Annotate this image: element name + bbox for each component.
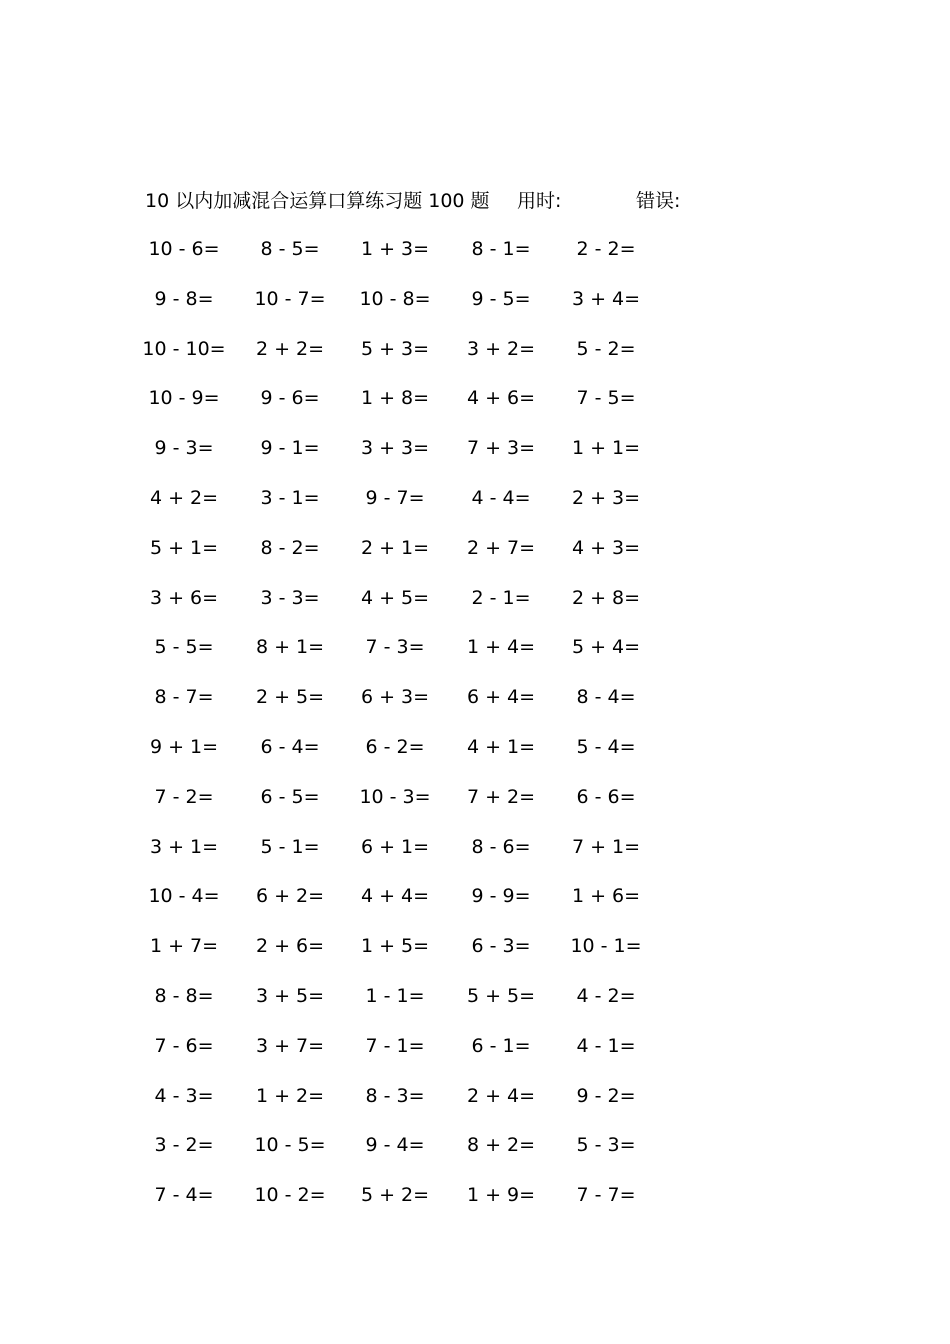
problem-row: [0, 983, 950, 1033]
problem-grid: [0, 236, 950, 1232]
math-problem: 8 - 2=: [260, 536, 320, 559]
math-problem: 6 - 1=: [471, 1034, 531, 1057]
math-problem: 2 + 8=: [571, 586, 641, 609]
math-problem: 9 - 5=: [471, 287, 531, 310]
math-problem: 8 - 1=: [471, 238, 531, 260]
problem-row: [0, 634, 950, 684]
math-problem: 6 + 4=: [466, 686, 536, 709]
problem-row: [0, 1182, 950, 1232]
math-problem: 4 + 3=: [571, 536, 641, 559]
math-problem: 2 - 2=: [576, 238, 636, 260]
math-problem: 9 - 3=: [154, 437, 214, 460]
math-problem: 8 - 7=: [154, 686, 214, 709]
problem-row: [0, 336, 950, 386]
math-problem: 9 - 9=: [471, 885, 531, 908]
worksheet-title: 10 以内加减混合运算口算练习题 100 题: [145, 190, 490, 212]
math-problem: 10 - 7=: [254, 287, 326, 310]
error-count-label: 错误:: [636, 190, 681, 212]
math-problem: 3 + 4=: [571, 287, 641, 310]
math-problem: 5 + 5=: [466, 984, 536, 1007]
math-problem: 1 + 3=: [360, 238, 430, 260]
math-problem: 7 - 5=: [576, 387, 636, 410]
math-problem: 10 - 8=: [359, 287, 431, 310]
math-problem: 5 - 2=: [576, 337, 636, 360]
math-problem: 4 - 4=: [471, 486, 531, 509]
math-problem: 1 + 4=: [466, 636, 536, 659]
math-problem: 4 + 4=: [360, 885, 430, 908]
math-problem: 8 - 3=: [365, 1084, 425, 1107]
math-problem: 9 - 4=: [365, 1134, 425, 1157]
math-problem: 4 + 1=: [466, 735, 536, 758]
math-problem: 3 - 2=: [154, 1134, 214, 1157]
math-problem: 3 - 1=: [260, 486, 320, 509]
math-problem: 10 - 3=: [359, 785, 431, 808]
problem-row: [0, 1033, 950, 1083]
math-problem: 7 + 3=: [466, 437, 536, 460]
problem-row: [0, 435, 950, 485]
math-problem: 10 - 5=: [254, 1134, 326, 1157]
problem-row: [0, 734, 950, 784]
math-problem: 3 + 2=: [466, 337, 536, 360]
math-problem: 1 + 2=: [255, 1084, 325, 1107]
math-problem: 8 - 8=: [154, 984, 214, 1007]
math-problem: 2 + 7=: [466, 536, 536, 559]
problem-row: [0, 385, 950, 435]
math-problem: 4 + 2=: [149, 486, 219, 509]
math-problem: 8 + 1=: [255, 636, 325, 659]
math-problem: 10 - 9=: [148, 387, 220, 410]
math-problem: 9 - 1=: [260, 437, 320, 460]
math-problem: 9 - 7=: [365, 486, 425, 509]
math-problem: 5 + 3=: [360, 337, 430, 360]
math-problem: 7 - 1=: [365, 1034, 425, 1057]
problem-row: [0, 535, 950, 585]
math-problem: 9 - 8=: [154, 287, 214, 310]
math-problem: 5 + 2=: [360, 1184, 430, 1207]
math-problem: 5 + 4=: [571, 636, 641, 659]
math-problem: 5 - 5=: [154, 636, 214, 659]
math-problem: 7 - 4=: [154, 1184, 214, 1207]
math-problem: 3 + 5=: [255, 984, 325, 1007]
math-problem: 1 + 9=: [466, 1184, 536, 1207]
math-problem: 10 - 1=: [570, 935, 642, 958]
problem-row: [0, 684, 950, 734]
math-problem: 9 - 6=: [260, 387, 320, 410]
problem-row: [0, 1083, 950, 1133]
math-problem: 2 + 4=: [466, 1084, 536, 1107]
problem-row: [0, 485, 950, 535]
problem-row: [0, 834, 950, 884]
time-used-label: 用时:: [517, 190, 562, 212]
math-problem: 10 - 4=: [148, 885, 220, 908]
math-problem: 10 - 10=: [142, 337, 226, 360]
math-problem: 1 + 1=: [571, 437, 641, 460]
math-problem: 1 + 7=: [149, 935, 219, 958]
math-problem: 3 + 1=: [149, 835, 219, 858]
math-problem: 9 + 1=: [149, 735, 219, 758]
math-problem: 2 + 5=: [255, 686, 325, 709]
math-problem: 3 + 6=: [149, 586, 219, 609]
math-problem: 4 + 6=: [466, 387, 536, 410]
math-problem: 2 + 1=: [360, 536, 430, 559]
math-problem: 4 - 1=: [576, 1034, 636, 1057]
math-problem: 7 + 2=: [466, 785, 536, 808]
math-problem: 5 - 4=: [576, 735, 636, 758]
problem-row: [0, 236, 950, 286]
math-problem: 10 - 6=: [148, 238, 220, 260]
problem-row: [0, 883, 950, 933]
math-problem: 6 + 3=: [360, 686, 430, 709]
problem-row: [0, 286, 950, 336]
math-problem: 1 + 8=: [360, 387, 430, 410]
math-problem: 7 - 2=: [154, 785, 214, 808]
math-problem: 2 - 1=: [471, 586, 531, 609]
math-problem: 8 - 4=: [576, 686, 636, 709]
math-problem: 6 - 6=: [576, 785, 636, 808]
math-problem: 1 - 1=: [365, 984, 425, 1007]
math-problem: 1 + 6=: [571, 885, 641, 908]
math-problem: 6 + 1=: [360, 835, 430, 858]
math-problem: 8 - 5=: [260, 238, 320, 260]
math-problem: 3 - 3=: [260, 586, 320, 609]
math-problem: 6 - 4=: [260, 735, 320, 758]
math-problem: 5 - 1=: [260, 835, 320, 858]
math-problem: 6 - 2=: [365, 735, 425, 758]
math-problem: 7 - 7=: [576, 1184, 636, 1207]
math-problem: 5 + 1=: [149, 536, 219, 559]
math-problem: 4 + 5=: [360, 586, 430, 609]
math-problem: 7 - 6=: [154, 1034, 214, 1057]
math-problem: 8 + 2=: [466, 1134, 536, 1157]
math-problem: 6 - 5=: [260, 785, 320, 808]
problem-row: [0, 933, 950, 983]
math-problem: 10 - 2=: [254, 1184, 326, 1207]
math-problem: 7 + 1=: [571, 835, 641, 858]
math-problem: 6 + 2=: [255, 885, 325, 908]
math-problem: 8 - 6=: [471, 835, 531, 858]
math-problem: 4 - 2=: [576, 984, 636, 1007]
math-problem: 2 + 3=: [571, 486, 641, 509]
problem-row: [0, 1132, 950, 1182]
math-problem: 7 - 3=: [365, 636, 425, 659]
problem-row: [0, 784, 950, 834]
math-problem: 1 + 5=: [360, 935, 430, 958]
math-problem: 4 - 3=: [154, 1084, 214, 1107]
math-problem: 3 + 7=: [255, 1034, 325, 1057]
problem-row: [0, 585, 950, 635]
math-problem: 9 - 2=: [576, 1084, 636, 1107]
math-problem: 2 + 6=: [255, 935, 325, 958]
math-problem: 3 + 3=: [360, 437, 430, 460]
math-problem: 2 + 2=: [255, 337, 325, 360]
math-problem: 6 - 3=: [471, 935, 531, 958]
math-problem: 5 - 3=: [576, 1134, 636, 1157]
